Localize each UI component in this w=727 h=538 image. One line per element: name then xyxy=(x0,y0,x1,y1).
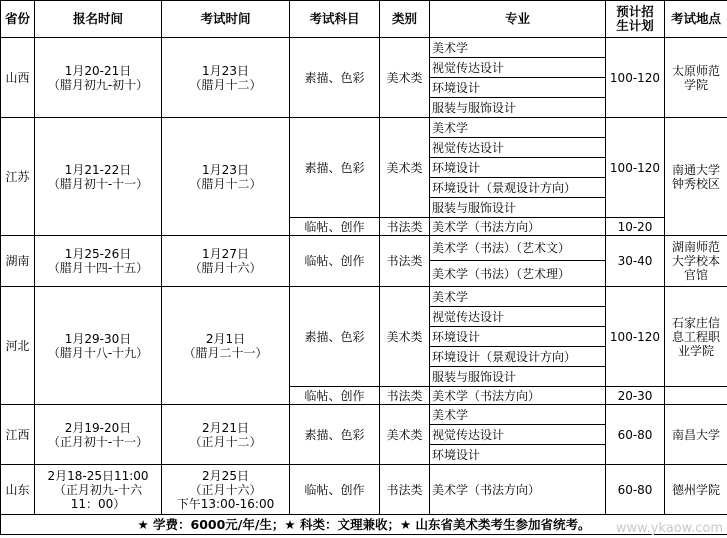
reg-lunar: （正月初九-十六 xyxy=(53,482,143,497)
footer-row xyxy=(1,515,727,535)
province-cell: 山西 xyxy=(1,38,35,118)
header-plan-line1: 预计招 xyxy=(616,4,654,19)
major-cell: 环境设计 xyxy=(430,327,606,347)
province-cell: 湖南 xyxy=(1,236,35,287)
reg-time-cell xyxy=(35,38,162,118)
exam-time-cell xyxy=(162,287,290,405)
reg-time-cell xyxy=(35,465,162,515)
reg-lunar: （正月初十-十一） xyxy=(47,434,149,449)
plan-cell: 100-120 xyxy=(606,287,665,387)
exam-date: 2月1日 xyxy=(205,331,246,346)
watermark: www.ykaow.com xyxy=(615,521,723,536)
reg-time-cell xyxy=(35,118,162,236)
subject-cell: 临帖、创作 xyxy=(290,218,380,236)
exam-time-cell xyxy=(162,236,290,287)
footer-note: ★ 学费：6000元/年/生；★ 科类：文理兼收；★ 山东省美术类考生参加省统考。 xyxy=(1,515,727,535)
reg-lunar: （腊月初九-初十） xyxy=(47,77,149,92)
exam-lunar: （腊月十二） xyxy=(189,77,262,92)
location-cell xyxy=(665,287,727,387)
location-cell: 南昌大学 xyxy=(665,405,727,465)
category-cell: 美术类 xyxy=(380,287,430,387)
major-cell: 视觉传达设计 xyxy=(430,138,606,158)
major-cell: 环境设计 xyxy=(430,158,606,178)
major-cell: 美术学 xyxy=(430,38,606,58)
table-row xyxy=(1,287,727,307)
table-row xyxy=(1,38,727,58)
header-row xyxy=(1,1,727,38)
plan-cell: 30-40 xyxy=(606,236,665,287)
reg-lunar: （腊月十四-十五） xyxy=(47,261,149,275)
header-exam-time: 考试时间 xyxy=(162,1,290,38)
major-cell: 服装与服饰设计 xyxy=(430,367,606,387)
plan-cell: 60-80 xyxy=(606,465,665,515)
plan-cell: 20-30 xyxy=(606,387,665,405)
table-row xyxy=(1,118,727,138)
major-cell: 美术学（书法方向） xyxy=(430,387,606,405)
major-cell: 美术学（书法方向） xyxy=(430,465,606,515)
reg-date: 2月19-20日 xyxy=(64,420,132,435)
location-line: 石家庄信 xyxy=(671,315,720,330)
category-cell: 书法类 xyxy=(380,218,430,236)
exam-time-cell xyxy=(162,118,290,236)
category-cell: 书法类 xyxy=(380,387,430,405)
major-cell: 服装与服饰设计 xyxy=(430,98,606,118)
exam-lunar: （腊月十六） xyxy=(189,261,262,275)
reg-time-cell xyxy=(35,287,162,405)
table-row xyxy=(1,236,727,261)
location-line: 学院 xyxy=(683,77,708,92)
location-line: 太原师范 xyxy=(671,63,720,78)
exam-hours: 下午13:00-16:00 xyxy=(176,496,275,511)
exam-lunar: （腊月二十一） xyxy=(183,345,268,360)
header-subject: 考试科目 xyxy=(290,1,380,38)
reg-lunar: （腊月十八-十九） xyxy=(47,345,149,360)
reg-lunar: （腊月初十-十一） xyxy=(47,176,149,191)
location-line: 南通大学 xyxy=(671,162,720,177)
subject-cell: 素描、色彩 xyxy=(290,118,380,218)
header-category: 类别 xyxy=(380,1,430,38)
category-cell: 美术类 xyxy=(380,405,430,465)
exam-time-cell xyxy=(162,465,290,515)
header-major: 专业 xyxy=(430,1,606,38)
plan-cell: 100-120 xyxy=(606,38,665,118)
major-cell: 美术学 xyxy=(430,405,606,425)
province-cell: 江西 xyxy=(1,405,35,465)
major-cell: 环境设计（景观设计方向） xyxy=(430,347,606,367)
major-cell: 美术学 xyxy=(430,118,606,138)
location-line: 湖南师范 xyxy=(671,240,720,254)
reg-time: 11：00） xyxy=(70,496,126,511)
exam-date: 1月27日 xyxy=(202,247,249,261)
reg-time-cell xyxy=(35,236,162,287)
major-cell: 美术学（书法方向） xyxy=(430,218,606,236)
category-cell: 书法类 xyxy=(380,465,430,515)
exam-date: 1月23日 xyxy=(202,63,249,78)
plan-cell: 100-120 xyxy=(606,118,665,218)
location-line: 息工程职 xyxy=(671,329,720,344)
major-cell: 视觉传达设计 xyxy=(430,307,606,327)
province-cell: 山东 xyxy=(1,465,35,515)
location-cell xyxy=(665,236,727,287)
province-cell: 江苏 xyxy=(1,118,35,236)
location-line: 官馆 xyxy=(683,268,708,282)
major-cell: 环境设计（景观设计方向） xyxy=(430,178,606,198)
subject-cell: 素描、色彩 xyxy=(290,287,380,387)
reg-date: 2月18-25日11:00 xyxy=(47,468,149,483)
location-line: 业学院 xyxy=(677,343,714,358)
exam-time-cell xyxy=(162,38,290,118)
major-cell: 美术学（书法）（艺术文） xyxy=(430,236,606,261)
subject-cell: 素描、色彩 xyxy=(290,38,380,118)
province-cell: 河北 xyxy=(1,287,35,405)
reg-date: 1月29-30日 xyxy=(64,331,132,346)
reg-time-cell xyxy=(35,405,162,465)
major-cell: 视觉传达设计 xyxy=(430,58,606,78)
subject-cell: 临帖、创作 xyxy=(290,387,380,405)
reg-date: 1月20-21日 xyxy=(64,63,132,78)
exam-lunar: （正月十六） xyxy=(189,482,262,497)
category-cell: 书法类 xyxy=(380,236,430,287)
location-line: 大学校本 xyxy=(671,254,720,268)
location-cell xyxy=(665,118,727,236)
major-cell: 服装与服饰设计 xyxy=(430,198,606,218)
major-cell: 美术学（书法）（艺术理） xyxy=(430,261,606,287)
plan-cell: 60-80 xyxy=(606,405,665,465)
major-cell: 视觉传达设计 xyxy=(430,425,606,445)
exam-lunar: （正月十二） xyxy=(189,434,262,449)
subject-cell: 临帖、创作 xyxy=(290,465,380,515)
location-cell-empty xyxy=(665,387,727,405)
exam-date: 1月23日 xyxy=(202,162,249,177)
header-plan-line2: 生计划 xyxy=(616,18,654,33)
subject-cell: 素描、色彩 xyxy=(290,405,380,465)
header-location: 考试地点 xyxy=(665,1,727,38)
exam-time-cell xyxy=(162,405,290,465)
reg-date: 1月25-26日 xyxy=(64,247,132,261)
location-cell xyxy=(665,38,727,118)
table-row xyxy=(1,465,727,515)
header-plan xyxy=(606,1,665,38)
exam-date: 2月21日 xyxy=(202,420,249,435)
location-cell: 德州学院 xyxy=(665,465,727,515)
category-cell: 美术类 xyxy=(380,118,430,218)
exam-lunar: （腊月十二） xyxy=(189,176,262,191)
location-line: 钟秀校区 xyxy=(671,176,720,191)
subject-cell: 临帖、创作 xyxy=(290,236,380,287)
header-province: 省份 xyxy=(1,1,35,38)
header-reg-time: 报名时间 xyxy=(35,1,162,38)
major-cell: 环境设计 xyxy=(430,78,606,98)
plan-cell: 10-20 xyxy=(606,218,665,236)
table-row xyxy=(1,405,727,425)
major-cell: 美术学 xyxy=(430,287,606,307)
exam-date: 2月25日 xyxy=(202,468,249,483)
category-cell: 美术类 xyxy=(380,38,430,118)
major-cell: 环境设计 xyxy=(430,445,606,465)
reg-date: 1月21-22日 xyxy=(64,162,132,177)
